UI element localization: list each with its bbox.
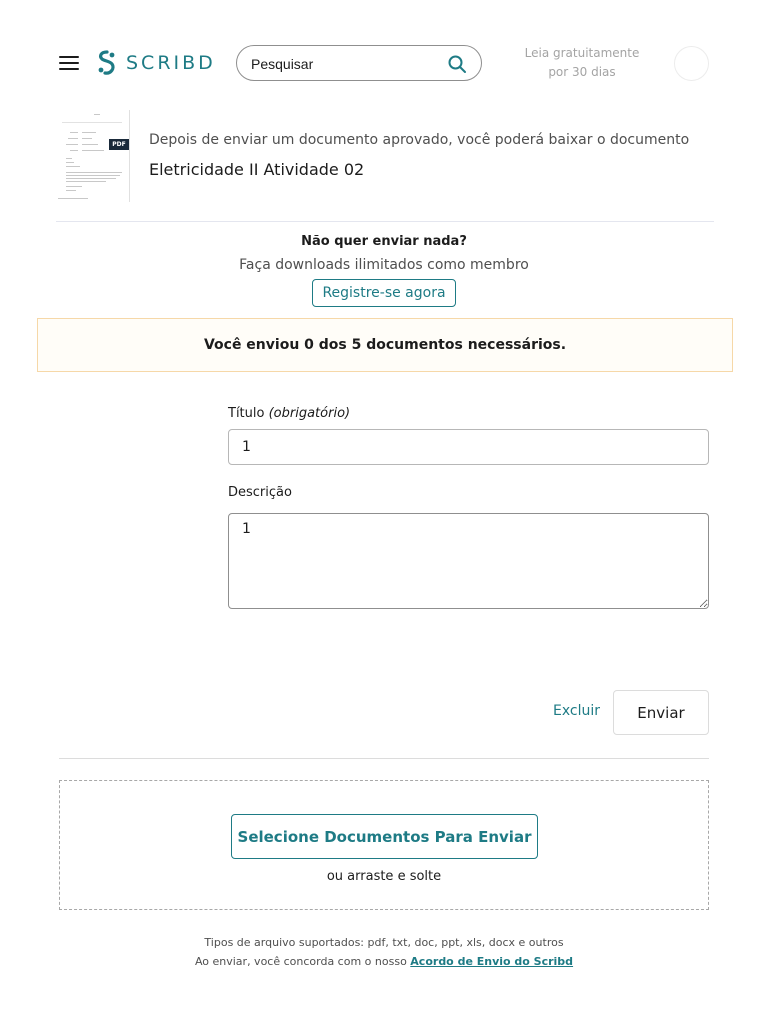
drag-drop-hint: ou arraste e solte [326, 869, 442, 884]
upload-footer [0, 933, 768, 971]
title-label-text: Título [228, 406, 265, 421]
agreement-line [0, 952, 768, 971]
send-button[interactable]: Enviar [613, 690, 709, 735]
file-drop-zone[interactable] [59, 780, 709, 910]
upload-progress-notice: Você enviou 0 dos 5 documentos necessários. [37, 318, 733, 372]
agreement-prefix: Ao enviar, você concorda com o nosso [194, 955, 407, 968]
document-note: Depois de enviar um documento aprovado, você poderá baixar o documento [149, 132, 690, 148]
trial-line-2: por 30 dias [548, 65, 616, 79]
register-button[interactable]: Registre-se agora [312, 279, 455, 307]
supported-file-types: Tipos de arquivo suportados: pdf, txt, doc, ppt, xls, docx e outros [204, 936, 564, 949]
membership-promo [0, 232, 768, 307]
description-input[interactable] [228, 513, 709, 609]
promo-subtitle: Faça downloads ilimitados como membro [239, 257, 529, 273]
scribd-logo-icon [96, 50, 118, 76]
document-thumbnail [56, 110, 130, 202]
scribd-logo[interactable] [96, 50, 216, 76]
top-header [0, 0, 768, 110]
section-divider [59, 758, 709, 759]
upload-agreement-link[interactable]: Acordo de Envio do Scribd [410, 955, 574, 968]
user-avatar[interactable] [674, 46, 709, 81]
title-field-label [228, 406, 350, 421]
pdf-badge: PDF [109, 139, 129, 150]
search-icon[interactable] [447, 54, 467, 74]
delete-link[interactable]: Excluir [553, 703, 600, 719]
document-title: Eletricidade II Atividade 02 [149, 160, 365, 179]
search-input[interactable] [251, 54, 441, 74]
promo-title: Não quer enviar nada? [301, 234, 467, 249]
hamburger-menu-icon[interactable] [59, 56, 79, 70]
title-input[interactable] [228, 429, 709, 465]
description-field-label: Descrição [228, 485, 292, 500]
logo-text: SCRIBD [126, 52, 216, 74]
search-box[interactable] [236, 45, 482, 81]
trial-line-1: Leia gratuitamente [524, 46, 640, 60]
title-required-text: (obrigatório) [268, 406, 351, 421]
free-trial-link[interactable] [520, 44, 644, 82]
select-documents-button[interactable]: Selecione Documentos Para Enviar [231, 814, 538, 859]
document-row [56, 110, 714, 222]
